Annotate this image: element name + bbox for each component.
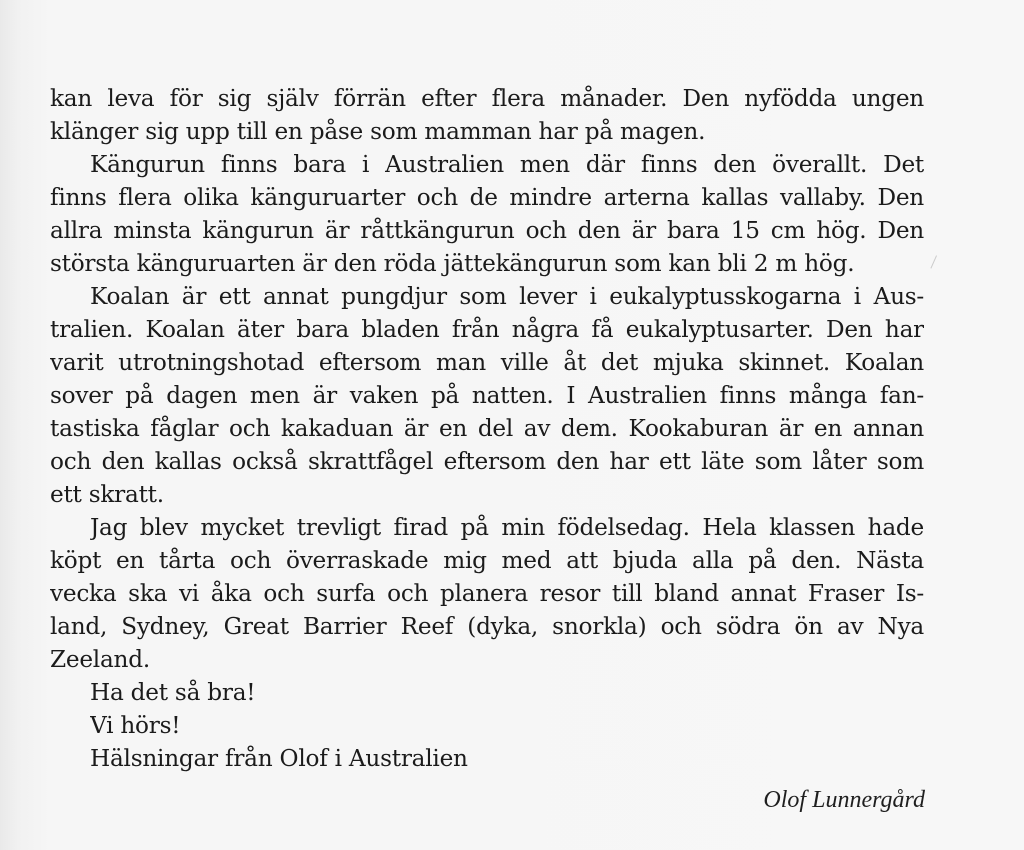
signature: Olof Lunnergård [763,787,925,813]
text-line: Zeeland. [50,646,150,673]
text-line: sover på dagen men är vaken på natten. I Australien finns många fan- [50,382,924,409]
text-line: vecka ska vi åka och surfa och planera resor till bland annat Fraser Is- [50,580,924,607]
paragraph-first-line: Kängurun finns bara i Australien men där finns den överallt. Det [90,151,924,178]
scan-mark [930,255,941,270]
text-line: köpt en tårta och överraskade mig med att bjuda alla på den. Nästa [50,547,924,574]
text-line: största känguruarten är den röda jättekängurun som kan bli 2 m hög. [50,250,855,277]
closing-line: Ha det så bra! [90,679,256,706]
text-line: finns flera olika känguruarter och de mindre arterna kallas vallaby. Den [50,184,924,211]
text-line: ett skratt. [50,481,164,508]
text-line: tastiska fåglar och kakaduan är en del av dem. Kookaburan är en annan [50,415,924,442]
paragraph-first-line: Jag blev mycket trevligt firad på min födelsedag. Hela klassen hade [90,514,924,541]
closing-line: Hälsningar från Olof i Australien [90,745,468,772]
text-line: klänger sig upp till en påse som mamman har på magen. [50,118,706,145]
text-line: varit utrotningshotad eftersom man ville åt det mjuka skinnet. Koalan [50,349,924,376]
text-line: och den kallas också skrattfågel eftersom den har ett läte som låter som [50,448,924,475]
text-line: land, Sydney, Great Barrier Reef (dyka, snorkla) och södra ön av Nya [50,613,924,640]
text-line: kan leva för sig själv förrän efter flera månader. Den nyfödda ungen [50,85,924,112]
paragraph-first-line: Koalan är ett annat pungdjur som lever i eukalyptusskogarna i Aus- [90,283,924,310]
closing-line: Vi hörs! [90,712,181,739]
text-line: tralien. Koalan äter bara bladen från några få eukalyptusarter. Den har [50,316,924,343]
text-line: allra minsta kängurun är råttkängurun och den är bara 15 cm hög. Den [50,217,924,244]
